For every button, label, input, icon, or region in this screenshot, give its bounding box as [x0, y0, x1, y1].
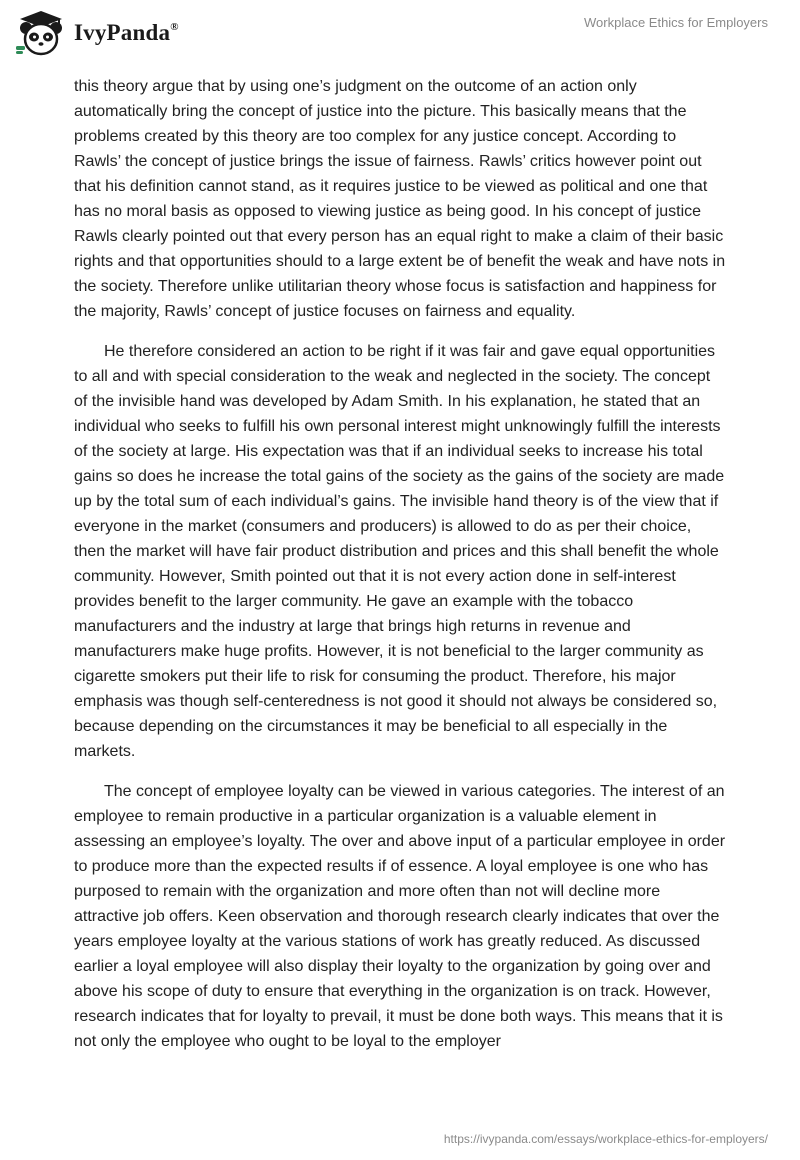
registered-mark: ®: [170, 21, 179, 33]
ivypanda-logo[interactable]: [14, 8, 179, 58]
page-header: [0, 0, 800, 68]
brand-text: IvyPanda: [74, 20, 171, 45]
paragraph-1: this theory argue that by using one’s judgment on the outcome of an action only automatically bring the concept of justice into the picture. This basically means that the problems created by this theory are too complex for any justice concept. According to Rawls’ the concept of justice brings the issue of fairness. Rawls’ critics however point out that his definition cannot stand, as it requires justice to be viewed as political and one that has no moral basis as opposed to viewing justice as being good. In his concept of justice Rawls clearly pointed out that every person has an equal right to make a claim of their basic rights and that opportunities should to a large extent be of benefit the weak and have nots in the society. Therefore unlike utilitarian theory whose focus is satisfaction and happiness for the majority, Rawls’ concept of justice focuses on fairness and equality.: [74, 78, 726, 320]
paragraph-2: He therefore considered an action to be right if it was fair and gave equal opportunities to all and with special consideration to the weak and neglected in the society. The concept of the invisible hand was developed by Adam Smith. In his explanation, he stated that an individual who seeks to fulfill his own personal interest might unknowingly fulfill the interests of the society at large. His expectation was that if an individual seeks to increase his total gains so does he increase the total gains of the society as the gains of the society are made up by the total sum of each individual’s gains. The invisible hand theory is of the view that if everyone in the market (consumers and producers) is allowed to do as per their choice, then the market will have fair product distribution and prices and this shall benefit the whole community. However, Smith pointed out that it is not every action done in self-interest provides benefit to the larger community. He gave an example with the tobacco manufacturers and the industry at large that brings high returns in revenue and manufacturers make huge profits. However, it is not beneficial to the larger community as cigarette smokers put their life to risk for consuming the product. Therefore, his major emphasis was though self-centeredness is not good it should not always be considered so, because depending on the circumstances it may be beneficial to all especially in the markets.: [74, 343, 725, 760]
brand-name: [74, 20, 179, 46]
document-title: Workplace Ethics for Employers: [584, 15, 768, 30]
essay-body: [74, 74, 726, 1069]
paragraph-3: The concept of employee loyalty can be viewed in various categories. The interest of an employee to remain productive in a particular organization is a valuable element in assessing an employee’s loyalty. The over and above input of a particular employee in order to produce more than the expected results if of essence. A loyal employee is one who has purposed to remain with the organization and more often than not will decline more attractive job offers. Keen observation and thorough research clearly indicates that over the years employee loyalty at the various stations of work has greatly reduced. As discussed earlier a loyal employee will also display their loyalty to the organization by going over and above his scope of duty to ensure that everything in the organization is on track. However, research indicates that for loyalty to prevail, it must be done both ways. This means that it is not only the employee who ought to be loyal to the employer: [74, 783, 726, 1050]
panda-graduate-icon: [14, 8, 68, 58]
source-url[interactable]: https://ivypanda.com/essays/workplace-ethics-for-employers/: [443, 1132, 768, 1146]
